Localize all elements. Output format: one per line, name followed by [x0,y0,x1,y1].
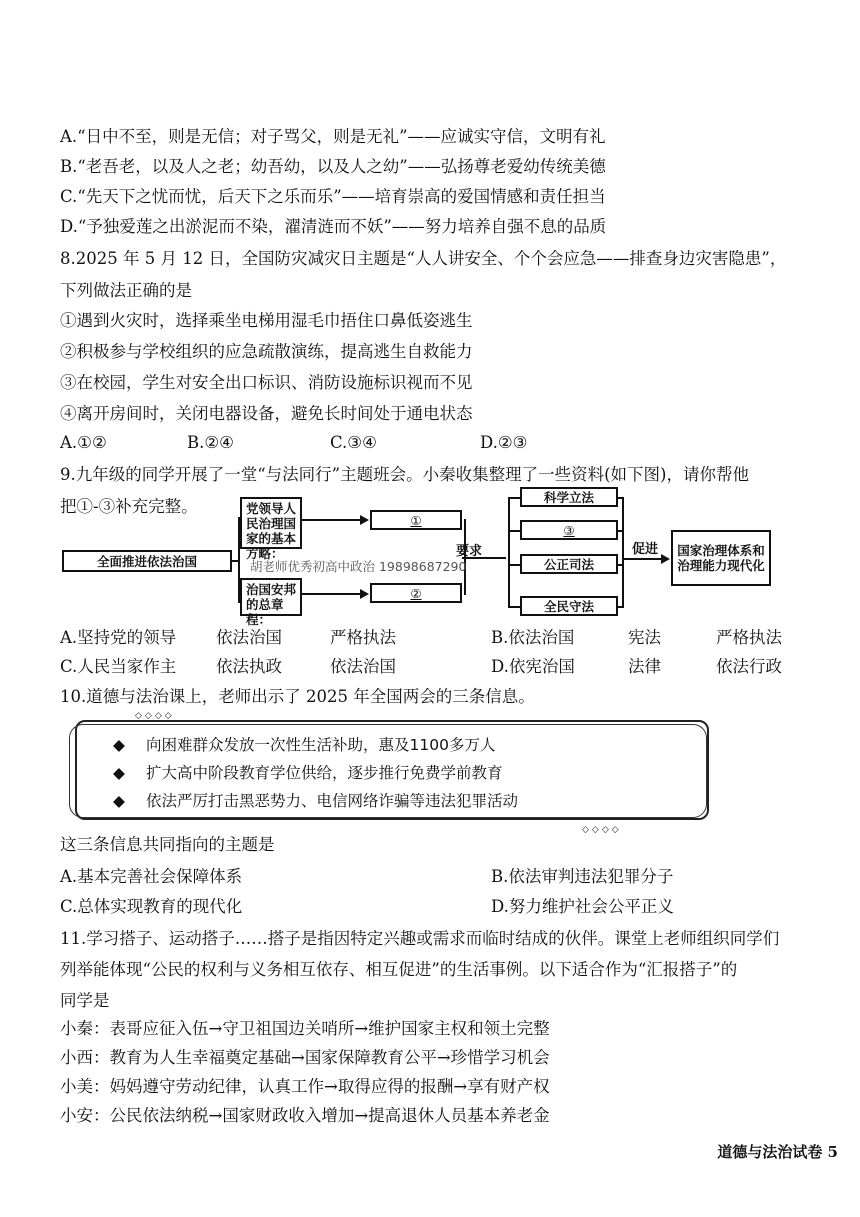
q11-student-4: 小安：公民依法纳税→国家财政收入增加→提高退休人员基本养老金 [60,1106,550,1125]
q8-option-c: C.③④ [330,433,377,452]
q11-stem-line3: 同学是 [60,991,110,1010]
q8-item-4: ④离开房间时，关闭电器设备，避免长时间处于通电状态 [60,404,473,423]
connector [302,593,362,595]
q9-option-c-1: C.人民当家作主 [60,657,177,676]
q9-option-b-2: 宪法 [628,628,661,647]
q7-option-b: B.“老吾老，以及人之老；幼吾幼，以及人之幼”——弘扬尊老爱幼传统美德 [60,157,606,176]
q8-stem-line1: 8.2025 年 5 月 12 日，全国防灾减灾日主题是“人人讲安全、个个会应急——排查身边灾害隐患”， [60,249,787,268]
q10-option-a: A.基本完善社会保障体系 [60,867,243,886]
connector [508,497,520,499]
q9-option-c-2: 依法执政 [216,657,282,676]
connector [618,497,624,499]
diagram-item-3: 公正司法 [520,554,618,574]
diagram-item-2 [520,520,618,540]
q7-option-d: D.“予独爱莲之出淤泥而不染，濯清涟而不妖”——努力培养自强不息的品质 [60,217,607,236]
q9-option-b-1: B.依法治国 [491,628,575,647]
q9-option-d-3: 依法行政 [716,657,782,676]
connector [618,530,624,532]
arrow-icon [360,515,369,525]
arrow-icon [360,589,369,599]
connector [624,558,662,560]
q9-option-d-1: D.依宪治国 [491,657,575,676]
q8-option-a: A.①② [60,433,107,452]
q11-stem-line2: 列举能体现“公民的权利与义务相互依存、相互促进”的生活事例。以下适合作为“汇报搭子”的 [60,960,738,979]
diagram-main-box: 全面推进依法治国 [62,550,232,572]
page-footer: 道德与法治试卷 5 [717,1143,838,1161]
q9-stem-line2: 把①-③补充完整。 [60,497,198,516]
bullet-icon: ◆ [113,792,125,810]
connector [508,497,510,607]
q8-item-3: ③在校园，学生对安全出口标识、消防设施标识视而不见 [60,373,473,392]
q11-student-3: 小美：妈妈遵守劳动纪律，认真工作→取得应得的报酬→享有财产权 [60,1077,550,1096]
q10-bullet-1: 向困难群众发放一次性生活补助，惠及1100多万人 [146,736,496,754]
blank-1 [370,510,462,530]
q10-bullet-2: 扩大高中阶段教育学位供给，逐步推行免费学前教育 [146,764,503,782]
blank-3-label: ③ [563,522,575,538]
diagram-bottom-box: 治国安邦的总章程： [240,578,302,616]
q10-option-b: B.依法审判违法犯罪分子 [491,867,674,886]
q8-stem-line2: 下列做法正确的是 [60,281,192,300]
q8-option-d: D.②③ [480,433,528,452]
connector [508,606,520,608]
connector [618,564,624,566]
q7-option-c: C.“先天下之忧而忧，后天下之乐而乐”——培育崇高的爱国情感和责任担当 [60,187,606,206]
require-label: 要求 [456,544,483,559]
q9-option-a-2: 依法治国 [216,628,282,647]
diamond-decoration: ◇◇◇◇ [582,825,622,835]
q7-option-a: A.“日中不至，则是无信；对子骂父，则是无礼”——应诚实守信，文明有礼 [60,127,606,146]
q9-option-b-3: 严格执法 [716,628,782,647]
q10-bullet-3: 依法严厉打击黑恶势力、电信网络诈骗等违法犯罪活动 [146,792,519,810]
connector [618,606,624,608]
connector [508,564,520,566]
q9-option-d-2: 法律 [628,657,661,676]
diagram-top-box: 党领导人民治理国家的基本方略： [240,497,302,549]
q10-stem: 10.道德与法治课上，老师出示了 2025 年全国两会的三条信息。 [60,687,535,706]
q10-option-d: D.努力维护社会公平正义 [491,897,674,916]
q8-item-1: ①遇到火灾时，选择乘坐电梯用湿毛巾捂住口鼻低姿逃生 [60,311,473,330]
connector [508,530,520,532]
connector [302,519,362,521]
q9-option-a-1: A.坚持党的领导 [60,628,177,647]
q10-option-c: C.总体实现教育的现代化 [60,897,243,916]
promote-label: 促进 [632,542,659,557]
q11-student-2: 小西：教育为人生幸福奠定基础→国家保障教育公平→珍惜学习机会 [60,1048,550,1067]
watermark: 胡老师优秀初高中政治 19898687290 [250,559,467,574]
q11-stem-line1: 11.学习搭子、运动搭子……搭子是指因特定兴趣或需求而临时结成的伙伴。课堂上老师组织同学们 [60,929,780,948]
q8-item-2: ②积极参与学校组织的应急疏散演练，提高逃生自救能力 [60,342,473,361]
q9-stem-line1: 9.九年级的同学开展了一堂“与法同行”主题班会。小秦收集整理了一些资料(如下图)，请你帮他 [60,465,749,484]
q8-option-b: B.②④ [187,433,234,452]
diamond-decoration: ◇◇◇◇ [135,711,175,721]
bullet-icon: ◆ [113,736,125,754]
q10-question: 这三条信息共同指向的主题是 [60,835,275,854]
connector [622,497,624,607]
q9-option-a-3: 严格执法 [330,628,396,647]
q11-student-1: 小秦：表哥应征入伍→守卫祖国边关哨所→维护国家主权和领土完整 [60,1019,550,1038]
bullet-icon: ◆ [113,764,125,782]
q9-option-c-3: 依法治国 [330,657,396,676]
diagram-item-1: 科学立法 [520,487,618,507]
blank-2-label: ② [410,585,422,601]
blank-1-label: ① [410,512,422,528]
blank-2 [370,583,462,603]
diagram-item-4: 全民守法 [520,596,618,616]
diagram-result-box: 国家治理体系和治理能力现代化 [671,530,771,586]
arrow-icon [661,554,670,564]
